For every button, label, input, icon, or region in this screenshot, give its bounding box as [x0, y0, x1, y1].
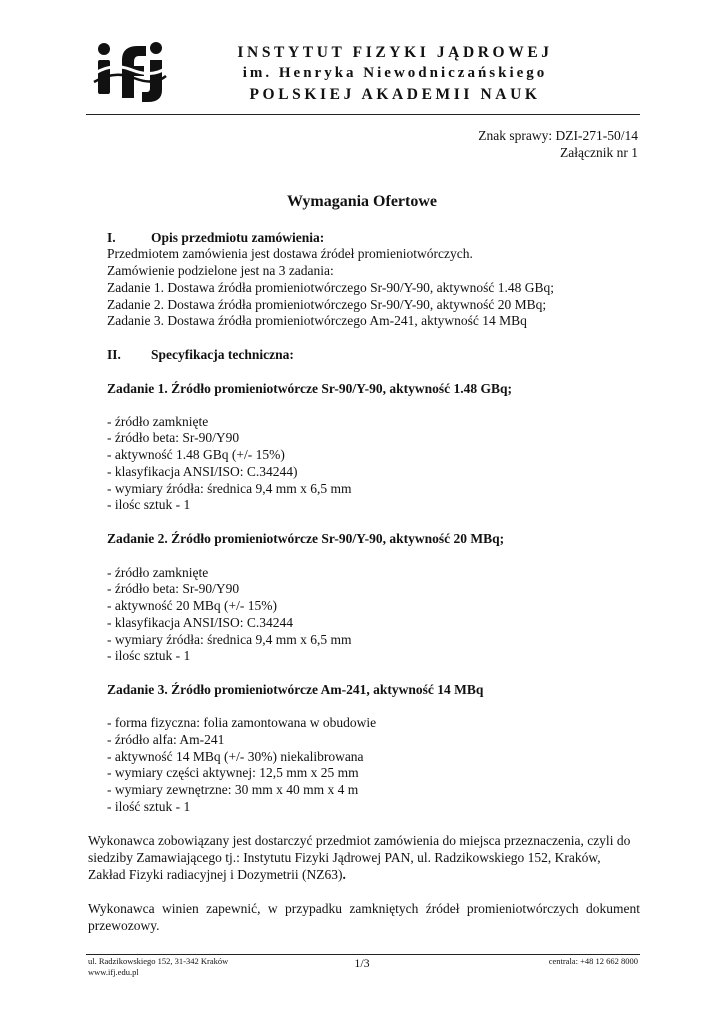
- task1-item: - klasyfikacja ANSI/ISO: C.34244): [107, 464, 298, 479]
- footer-phone: centrala: +48 12 662 8000: [548, 956, 638, 966]
- task2-item: - źródło zamknięte: [107, 565, 209, 580]
- document-title: Wymagania Ofertowe: [286, 193, 438, 210]
- task3-item: - źródło alfa: Am-241: [107, 732, 225, 747]
- institute-name-line1: INSTYTUT FIZYKI JĄDROWEJ: [237, 44, 553, 61]
- section1-title: Opis przedmiotu zamówienia:: [151, 230, 325, 245]
- task1-item: - aktywność 1.48 GBq (+/- 15%): [107, 447, 285, 462]
- section1-number: I.: [107, 230, 116, 245]
- task2-item: - wymiary źródła: średnica 9,4 mm x 6,5 mm: [107, 632, 352, 647]
- header-divider: [86, 114, 640, 115]
- task1-item: - ilośc sztuk - 1: [107, 497, 191, 512]
- task1-item: - źródło beta: Sr-90/Y90: [107, 430, 240, 445]
- footer-website[interactable]: www.ifj.edu.pl: [88, 967, 139, 977]
- section1-line: Zadanie 3. Dostawa źródła promieniotwórczego Am-241, aktywność 14 MBq: [107, 313, 527, 328]
- attachment-number: Załącznik nr 1: [560, 145, 638, 160]
- delivery-paragraph: [88, 832, 640, 883]
- section2-number: II.: [107, 347, 121, 362]
- section1-heading: [107, 230, 324, 247]
- task1-item: - źródło zamknięte: [107, 414, 209, 429]
- section2-title: Specyfikacja techniczna:: [151, 347, 294, 362]
- page-number: 1/3: [354, 956, 370, 970]
- task3-heading: Zadanie 3. Źródło promieniotwórcze Am-241, aktywność 14 MBq: [107, 682, 484, 697]
- task2-item: - źródło beta: Sr-90/Y90: [107, 581, 240, 596]
- task2-item: - ilośc sztuk - 1: [107, 648, 191, 663]
- institute-name-line2: im. Henryka Niewodniczańskiego: [242, 65, 548, 81]
- transport-note: Wykonawca winien zapewnić, w przypadku zamkniętych źródeł promieniotwórczych dokument przewozowy.: [88, 901, 640, 933]
- task3-item: - aktywność 14 MBq (+/- 30%) niekalibrowana: [107, 749, 364, 764]
- task3-item: - wymiary części aktywnej: 12,5 mm x 25 mm: [107, 765, 359, 780]
- task1-heading: Zadanie 1. Źródło promieniotwórcze Sr-90/Y-90, aktywność 1.48 GBq;: [107, 381, 513, 396]
- delivery-end: .: [342, 867, 346, 882]
- institute-logo: [92, 40, 168, 102]
- task3-item: - forma fizyczna: folia zamontowana w obudowie: [107, 715, 377, 730]
- section2-heading: [107, 347, 294, 364]
- task1-item: - wymiary źródła: średnica 9,4 mm x 6,5 mm: [107, 481, 352, 496]
- task3-item: - ilość sztuk - 1: [107, 799, 191, 814]
- task2-item: - klasyfikacja ANSI/ISO: C.34244: [107, 615, 293, 630]
- footer-address: ul. Radzikowskiego 152, 31-342 Kraków: [88, 956, 229, 966]
- section1-line: Zadanie 2. Dostawa źródła promieniotwórczego Sr-90/Y-90, aktywność 20 MBq;: [107, 297, 547, 312]
- section1-line: Przedmiotem zamówienia jest dostawa źródeł promieniotwórczych.: [107, 246, 473, 261]
- delivery-text: Wykonawca zobowiązany jest dostarczyć przedmiot zamówienia do miejsca przeznaczenia, czyli do siedziby Zamawiającego tj.: Instytutu Fizyki Jądrowej PAN, ul. Radzikowskiego 152, Kraków, Zakład Fizyki radiacyjnej i Dozymetrii (NZ63): [88, 833, 631, 882]
- section1-line: Zadanie 1. Dostawa źródła promieniotwórczego Sr-90/Y-90, aktywność 1.48 GBq;: [107, 280, 554, 295]
- section1-line: Zamówienie podzielone jest na 3 zadania:: [107, 263, 334, 278]
- task3-item: - wymiary zewnętrzne: 30 mm x 40 mm x 4 m: [107, 782, 359, 797]
- footer-divider: [86, 954, 640, 955]
- task2-heading: Zadanie 2. Źródło promieniotwórcze Sr-90/Y-90, aktywność 20 MBq;: [107, 531, 505, 546]
- institute-name-line3: POLSKIEJ AKADEMII NAUK: [249, 86, 541, 103]
- case-number: Znak sprawy: DZI-271-50/14: [478, 128, 638, 143]
- task2-item: - aktywność 20 MBq (+/- 15%): [107, 598, 277, 613]
